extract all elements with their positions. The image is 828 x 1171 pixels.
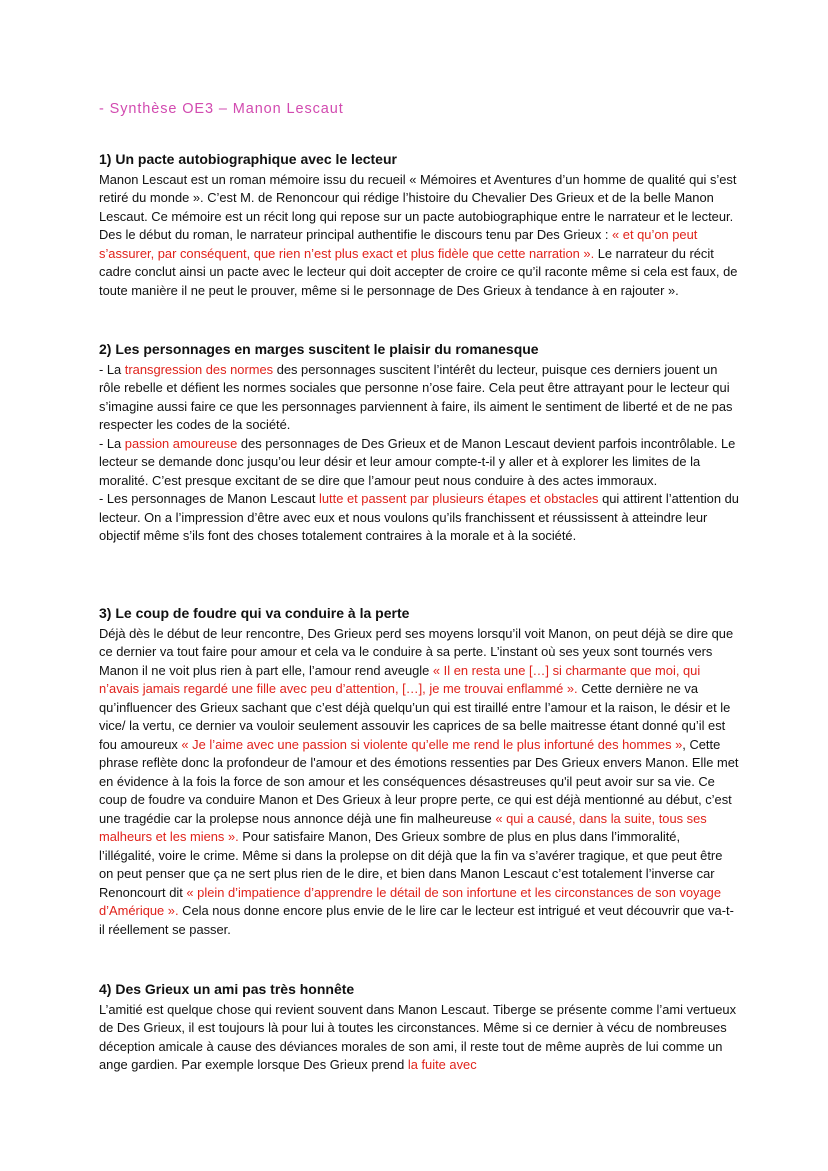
- highlighted-term: passion amoureuse: [124, 435, 238, 451]
- body-text: Cela nous donne encore plus envie de le lire car le lecteur est intrigué et veut découvrir que va-t-il réellement se passer.: [99, 903, 734, 937]
- section-love-at-first-sight: [99, 604, 739, 939]
- highlighted-quote: « et qu’on peut s’assurer, par conséquent, que rien n’est plus exact et plus fidèle que cette narration ».: [99, 227, 698, 261]
- body-text: - La: [99, 435, 125, 451]
- bullet-paragraph: [99, 490, 739, 546]
- section-paragraph: [99, 171, 739, 301]
- section-heading: 1) Un pacte autobiographique avec le lecteur: [99, 151, 397, 167]
- highlighted-quote: « plein d’impatience d’apprendre le détail de son infortune et les circonstances de son voyage d’Amérique ».: [99, 884, 722, 918]
- section-dishonest-friend: [99, 980, 739, 1075]
- body-text: L’amitié est quelque chose qui revient souvent dans Manon Lescaut. Tiberge se présente comme l’ami vertueux de Des Grieux, il est toujours là pour lui à toutes les circonstances. Même si ce dernier à vécu de nombreuses déception amicale à cause des déviances morales de son ami, il reste tout de même auprès de lui comme un ange gardien. Par exemple lorsque Des Grieux prend: [99, 1001, 737, 1072]
- body-text: Pour satisfaire Manon, Des Grieux sombre de plus en plus dans l’immoralité, l’illégalité, voire le crime. Même si dans la prolepse on dit déjà que la fin va s’avérer tragique, et que peut être on peut penser que ça ne sert plus rien de le dire, et bien dans Manon Lescaut c’est totalement l’inverse car Renoncourt dit: [99, 829, 723, 900]
- section-autobiographical-pact: [99, 150, 739, 300]
- highlighted-quote: « Je l’aime avec une passion si violente qu’elle me rend le plus infortuné des hommes »: [181, 736, 683, 752]
- highlighted-quote: « qui a causé, dans la suite, tous ses malheurs et les miens ».: [99, 810, 707, 844]
- body-text: qui attirent l’attention du lecteur. On a l’impression d’être avec eux et nous voulons qu’ils franchissent et réussissent à atteindre leur objectif même s’ils font des choses totalement contraires à la morale et à la société.: [99, 491, 739, 543]
- body-text: des personnages suscitent l’intérêt du lecteur, puisque ces derniers jouent un rôle rebelle et défient les normes sociales que personne n’ose faire. Cela peut être attrayant pour le lecteur qui s’imagine aussi faire ce que les personnages parviennent à faire, ils aiment le sentiment de liberté et de ne pas respecter les codes de la société.: [99, 361, 733, 432]
- body-text: Cette dernière ne va qu’influencer des Grieux sachant que c’est déjà quelqu’un qui est tiraillé entre l’amour et la raison, le désir et le vice/ la vertu, ce dernier va vouloir seulement assouvir les caprices de sa belle maitresse étant donné qu’il est fou amoureux: [99, 681, 731, 752]
- section-marginal-characters: [99, 340, 739, 546]
- bullet-paragraph: [99, 361, 739, 435]
- section-paragraph: [99, 625, 739, 940]
- section-heading: 2) Les personnages en marges suscitent le plaisir du romanesque: [99, 341, 539, 357]
- body-text: des personnages de Des Grieux et de Manon Lescaut devient parfois incontrôlable. Le lecteur se demande donc jusqu’ou leur désir et leur amour compte-t-il y aller et à explorer les limites de la moralité. C’est presque excitant de se dire que l’amour peut nous conduire à des actes immoraux.: [99, 435, 736, 488]
- section-paragraph: [99, 1001, 739, 1075]
- document-title: - Synthèse OE3 – Manon Lescaut: [99, 101, 344, 117]
- body-text: - Les personnages de Manon Lescaut: [99, 491, 320, 506]
- highlighted-term: transgression des normes: [124, 361, 274, 377]
- highlighted-term: lutte et passent par plusieurs étapes et obstacles: [319, 491, 599, 506]
- bullet-paragraph: [99, 435, 739, 491]
- body-text: Déjà dès le début de leur rencontre, Des Grieux perd ses moyens lorsqu’il voit Manon, on peut déjà se dire que ce dernier va tout faire pour amour et cela va le conduire à sa perte. L’instant où ses yeux sont tournés vers Manon il ne voit plus rien à part elle, l’amour rend aveugle: [99, 625, 734, 678]
- section-heading: 3) Le coup de foudre qui va conduire à la perte: [99, 605, 410, 621]
- body-text: , Cette phrase reflète donc la profondeur de l'amour et des émotions ressenties par Des Grieux envers Manon. Elle met en évidence à la fois la force de son amour et les conséquences désastreuses qu'il peut avoir sur sa vie. Ce coup de foudre va conduire Manon et Des Grieux à leur propre perte, ce qui est déjà mentionné au début, c’est une tragédie car la prolepse nous annonce déjà une fin malheureuse: [99, 736, 739, 826]
- highlighted-quote: « Il en resta une […] si charmante que moi, qui n’avais jamais regardé une fille avec peu d’attention, […], je me trouvai enflammé ».: [99, 662, 701, 696]
- highlighted-term: la fuite avec: [407, 1057, 477, 1072]
- section-heading: 4) Des Grieux un ami pas très honnête: [99, 981, 355, 997]
- body-text: Manon Lescaut est un roman mémoire issu du recueil « Mémoires et Aventures d’un homme de qualité qui s’est retiré du monde ». C’est M. de Renoncour qui rédige l’histoire du Chevalier Des Grieux et de la belle Manon Lescaut. Ce mémoire est un récit long qui repose sur un pacte autobiographique entre le narrateur et le lecteur. Des le début du roman, le narrateur principal authentifie le discours tenu par Des Grieux :: [99, 171, 737, 242]
- body-text: - La: [99, 361, 125, 377]
- body-text: Le narrateur du récit cadre conclut ainsi un pacte avec le lecteur qui doit accepter de croire ce qu’il raconte même si cela est faux, de toute manière il ne peut le prouver, même si le personnage de Des Grieux à tendance à en rajouter ».: [99, 245, 738, 298]
